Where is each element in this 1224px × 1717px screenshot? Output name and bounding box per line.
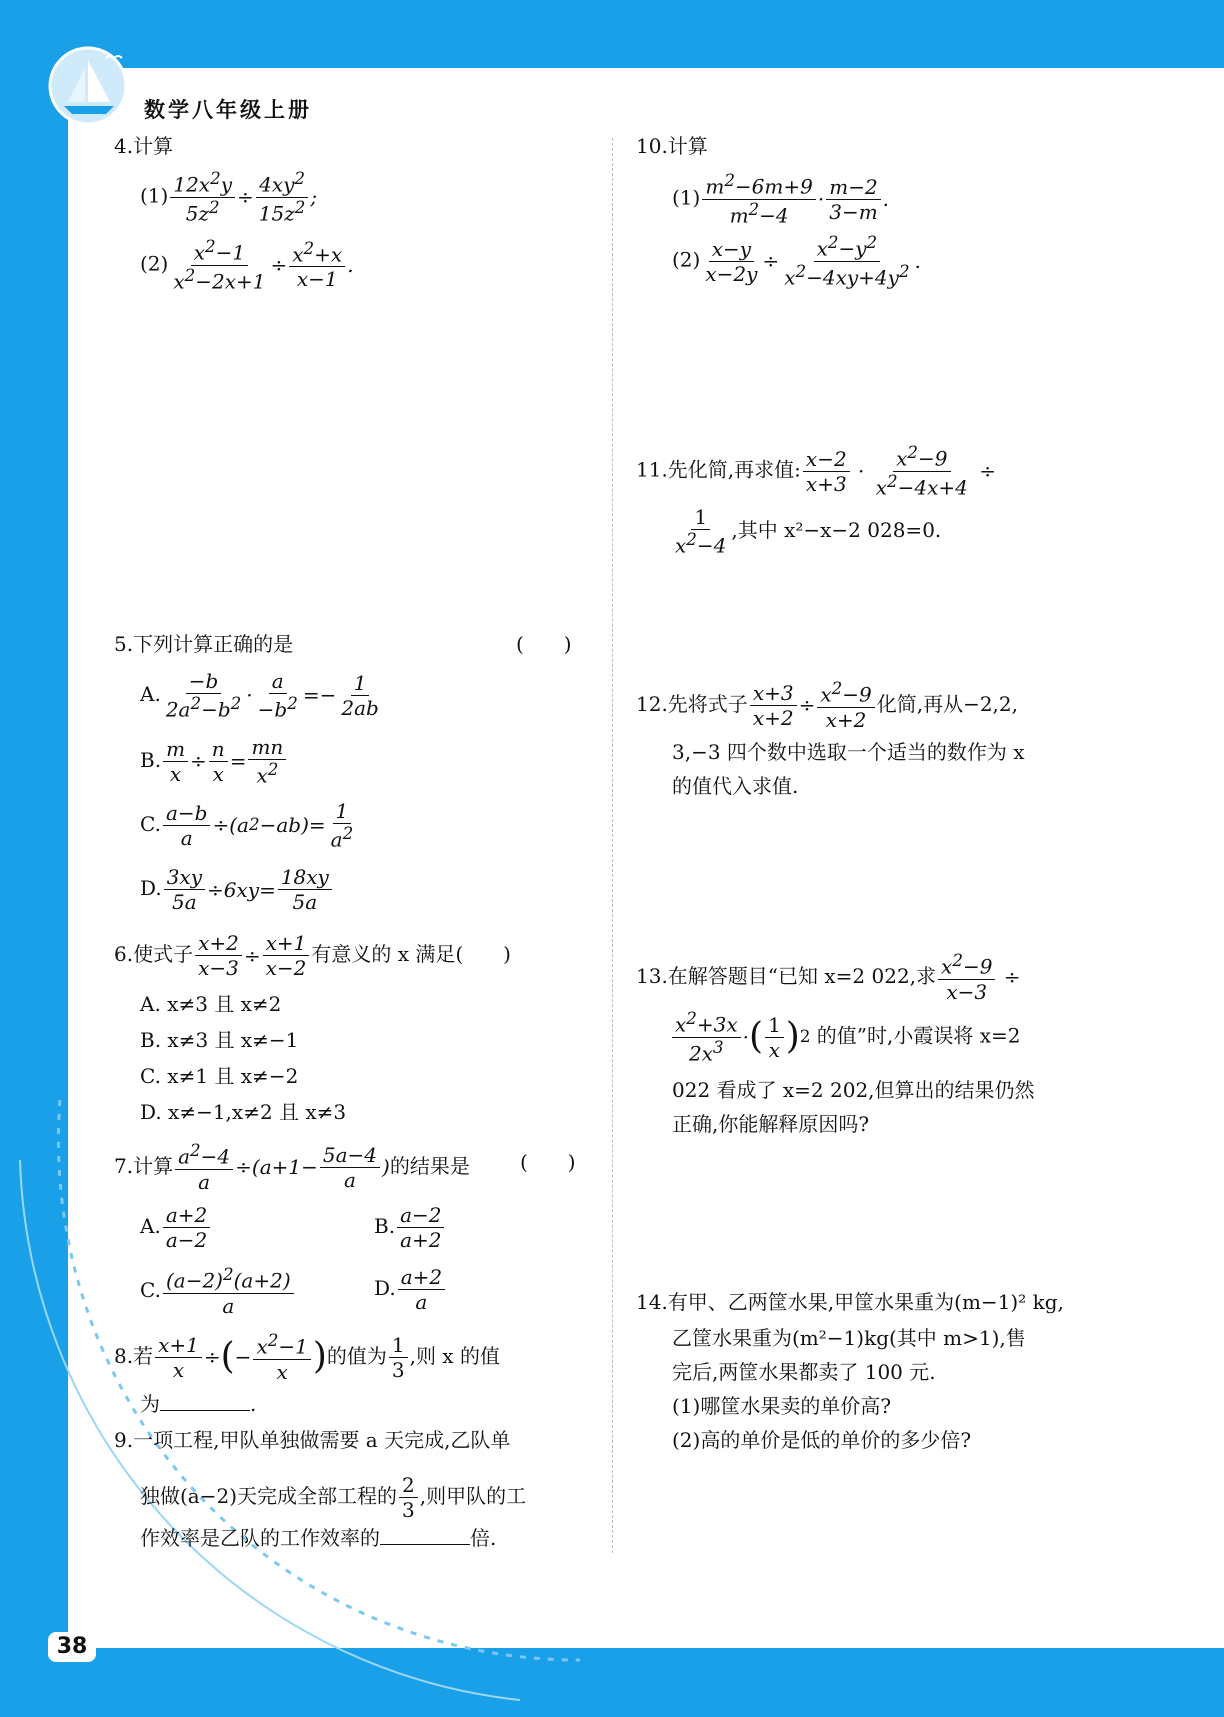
sailboat-logo-icon	[48, 46, 128, 126]
q12-line3: 的值代入求值.	[672, 774, 799, 798]
q4-label: 4.计算	[114, 134, 174, 158]
q7-option-b: B. $\frac{a-2}{a+2}$	[374, 1204, 446, 1251]
q14-line3: 完后,两筐水果都卖了 100 元.	[672, 1360, 936, 1384]
q13-line2: $\frac{x^2+3x}{2x^3}$ · ( $\frac{1}{x}$ ) 2 的值”时,小霞误将 x=2	[670, 1010, 1021, 1064]
q7-answer-paren: ( )	[520, 1150, 576, 1174]
q9-line1: 9.一项工程,甲队单独做需要 a 天完成,乙队单	[114, 1428, 511, 1452]
q7-option-a: A. $\frac{a+2}{a-2}$	[140, 1204, 212, 1251]
q6-option-a: A. x≠3 且 x≠2	[140, 992, 282, 1016]
q5-stem: 5.下列计算正确的是	[114, 632, 294, 656]
q11-line2: $\frac{1}{x^2-4}$ ,其中 x²−x−2 028=0.	[675, 505, 942, 558]
q14-line2: 乙筐水果重为(m²−1)kg(其中 m>1),售	[672, 1326, 1026, 1350]
q6-stem: 6.使式子 $\frac{x+2}{x-3}$ ÷ $\frac{x+1}{x-2}$ 有意义的 x 满足( )	[114, 931, 511, 980]
q11-stem: 11.先化简,再求值: $\frac{x-2}{x+3}$ · $\frac{x^2-9}{x^2-4x+4}$ ÷	[636, 443, 997, 500]
page-number: 38	[48, 1632, 96, 1662]
q6-option-b: B. x≠3 且 x≠−1	[140, 1028, 299, 1052]
q12-stem: 12.先将式子 $\frac{x+3}{x+2}$ ÷ $\frac{x^2-9}{x+2}$ 化简,再从−2,2,	[636, 679, 1018, 732]
q9-line3: 作效率是乙队的工作效率的 倍.	[140, 1526, 497, 1550]
q5-option-c: C. $\frac{a-b}{a}$ ÷( a 2 − ab )= $\frac{1}{a^2}$	[140, 799, 354, 852]
q9-line2: 独做(a−2)天完成全部工程的 $\frac{2}{3}$ ,则甲队的工	[140, 1473, 527, 1522]
q7-option-d: D. $\frac{a+2}{a}$	[374, 1266, 447, 1313]
q8-answer-line: 为 .	[140, 1392, 257, 1416]
q9-blank[interactable]	[380, 1544, 470, 1545]
q13-line4: 正确,你能解释原因吗?	[672, 1112, 870, 1136]
q5-option-d: D. $\frac{3xy}{5a}$ ÷6 xy = $\frac{18xy}{5a}$	[140, 866, 334, 913]
column-divider	[612, 138, 613, 1553]
q10-part1: (1) $\frac{m^2-6m+9}{m^2-4}$ · $\frac{m-2}{3-m}$ .	[672, 171, 890, 228]
q4-part2: (2) $\frac{x^2-1}{x^2-2x+1}$ ÷ $\frac{x^2+x}{x-1}$ .	[140, 237, 354, 294]
q5-answer-paren: ( )	[516, 632, 572, 656]
q14-sub2: (2)高的单价是低的单价的多少倍?	[672, 1428, 972, 1452]
q6-option-c: C. x≠1 且 x≠−2	[140, 1064, 299, 1088]
q10-part2: (2) $\frac{x-y}{x-2y}$ ÷ $\frac{x^2-y^2}{x^2-4xy+4y^2}$ .	[672, 233, 921, 290]
q14-sub1: (1)哪筐水果卖的单价高?	[672, 1394, 892, 1418]
q13-line1: 13.在解答题目“已知 x=2 022,求 $\frac{x^2-9}{x-3}$ ÷	[636, 951, 1021, 1004]
q4-part1: (1) $\frac{12x^2y}{5z^2}$ ÷ $\frac{4xy^2}{15z^2}$ ;	[140, 169, 318, 226]
q7-option-c: C. $\frac{(a-2)^2(a+2)}{a}$	[140, 1266, 296, 1317]
book-title: 数学八年级上册	[144, 97, 312, 122]
q5-option-a: A. $\frac{-b}{2a^2-b^2}$ · $\frac{a}{-b^2}$ =− $\frac{1}{2ab}$	[140, 669, 379, 722]
header-band	[0, 0, 1224, 68]
q10-label: 10.计算	[636, 134, 708, 158]
q5-option-b: B. $\frac{m}{x}$ ÷ $\frac{n}{x}$ = $\frac{mn}{x^2}$	[140, 736, 288, 787]
q7-stem: 7.计算 $\frac{a^2-4}{a}$ ÷( a +1− $\frac{5a-4}{a}$ )的结果是	[114, 1141, 470, 1194]
q6-option-d: D. x≠−1,x≠2 且 x≠3	[140, 1100, 347, 1124]
q8-stem: 8.若 $\frac{x+1}{x}$ ÷ ( − $\frac{x^2-1}{x}$ ) 的值为 $\frac{1}{3}$ ,则 x 的值	[114, 1331, 500, 1384]
q12-line2: 3,−3 四个数中选取一个适当的数作为 x	[672, 740, 1025, 764]
q8-blank[interactable]	[160, 1410, 250, 1411]
q13-line3: 022 看成了 x=2 202,但算出的结果仍然	[672, 1078, 1035, 1102]
q14-line1: 14.有甲、乙两筐水果,甲筐水果重为(m−1)² kg,	[636, 1290, 1064, 1314]
